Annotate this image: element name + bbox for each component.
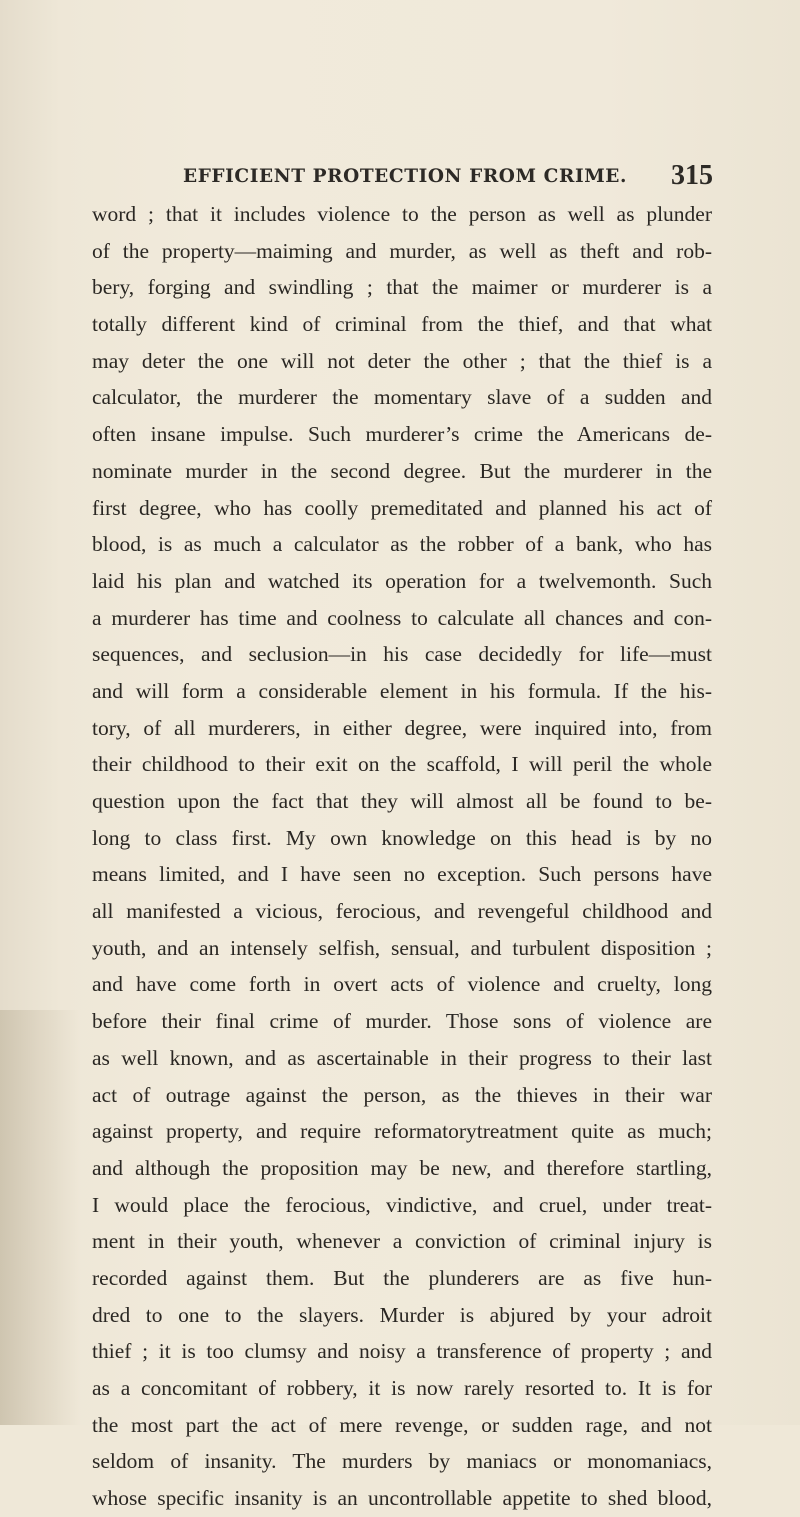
text-line: means limited, and I have seen no exception. Such persons have (92, 862, 712, 887)
running-head (183, 160, 713, 194)
text-line: of the property—maiming and murder, as well as theft and rob- (92, 238, 712, 263)
text-line: and will form a considerable element in his formula. If the his- (92, 678, 712, 703)
text-line: I would place the ferocious, vindictive, and cruel, under treat- (92, 1192, 712, 1217)
page-edge-shadow (0, 1010, 80, 1425)
text-line: dred to one to the slayers. Murder is abjured by your adroit (92, 1302, 712, 1327)
text-line: all manifested a vicious, ferocious, and revengeful childhood and (92, 899, 712, 924)
text-line: as well known, and as ascertainable in their progress to their last (92, 1045, 712, 1070)
text-line: first degree, who has coolly premeditated and planned his act of (92, 495, 712, 520)
text-line: ment in their youth, whenever a conviction of criminal injury is (92, 1229, 712, 1254)
text-line: their childhood to their exit on the scaffold, I will peril the whole (92, 752, 712, 777)
text-line: youth, and an intensely selfish, sensual, and turbulent disposition ; (92, 935, 712, 960)
text-line: the most part the act of mere revenge, or sudden rage, and not (92, 1412, 712, 1437)
text-line: long to class first. My own knowledge on this head is by no (92, 825, 712, 850)
text-line: may deter the one will not deter the other ; that the thief is a (92, 348, 712, 373)
running-title: EFFICIENT PROTECTION FROM CRIME. (183, 166, 628, 187)
text-line: tory, of all murderers, in either degree, were inquired into, from (92, 715, 712, 740)
text-line: as a concomitant of robbery, it is now rarely resorted to. It is for (92, 1376, 712, 1400)
text-line: question upon the fact that they will almost all be found to be- (92, 789, 712, 813)
text-line: a murderer has time and coolness to calculate all chances and con- (92, 605, 712, 630)
text-line: word ; that it includes violence to the person as well as plunder (92, 202, 712, 226)
text-line: and have come forth in overt acts of violence and cruelty, long (92, 972, 712, 997)
text-line: nominate murder in the second degree. But the murderer in the (92, 458, 712, 483)
text-line: recorded against them. But the plunderers are as five hun- (92, 1265, 712, 1290)
text-line: act of outrage against the person, as the thieves in their war (92, 1082, 712, 1107)
text-line: often insane impulse. Such murderer’s crime the Americans de- (92, 422, 712, 447)
text-line: blood, is as much a calculator as the robber of a bank, who has (92, 532, 712, 557)
text-line: sequences, and seclusion—in his case decidedly for life—must (92, 642, 712, 667)
text-line: thief ; it is too clumsy and noisy a transference of property ; and (92, 1339, 712, 1364)
text-line: bery, forging and swindling ; that the maimer or murderer is a (92, 275, 712, 300)
text-line: whose specific insanity is an uncontrollable appetite to shed blood, (92, 1486, 712, 1511)
text-line: totally different kind of criminal from the thief, and that what (92, 312, 712, 337)
text-line: calculator, the murderer the momentary slave of a sudden and (92, 385, 712, 410)
text-line: against property, and require reformatorytreatment quite as much; (92, 1119, 712, 1144)
page-number: 315 (671, 160, 713, 191)
text-line: seldom of insanity. The murders by maniacs or monomaniacs, (92, 1449, 712, 1474)
text-line: laid his plan and watched its operation for a twelvemonth. Such (92, 568, 712, 593)
text-line: and although the proposition may be new, and therefore startling, (92, 1155, 712, 1180)
body-text (92, 196, 712, 1517)
text-line: before their final crime of murder. Those sons of violence are (92, 1009, 712, 1034)
